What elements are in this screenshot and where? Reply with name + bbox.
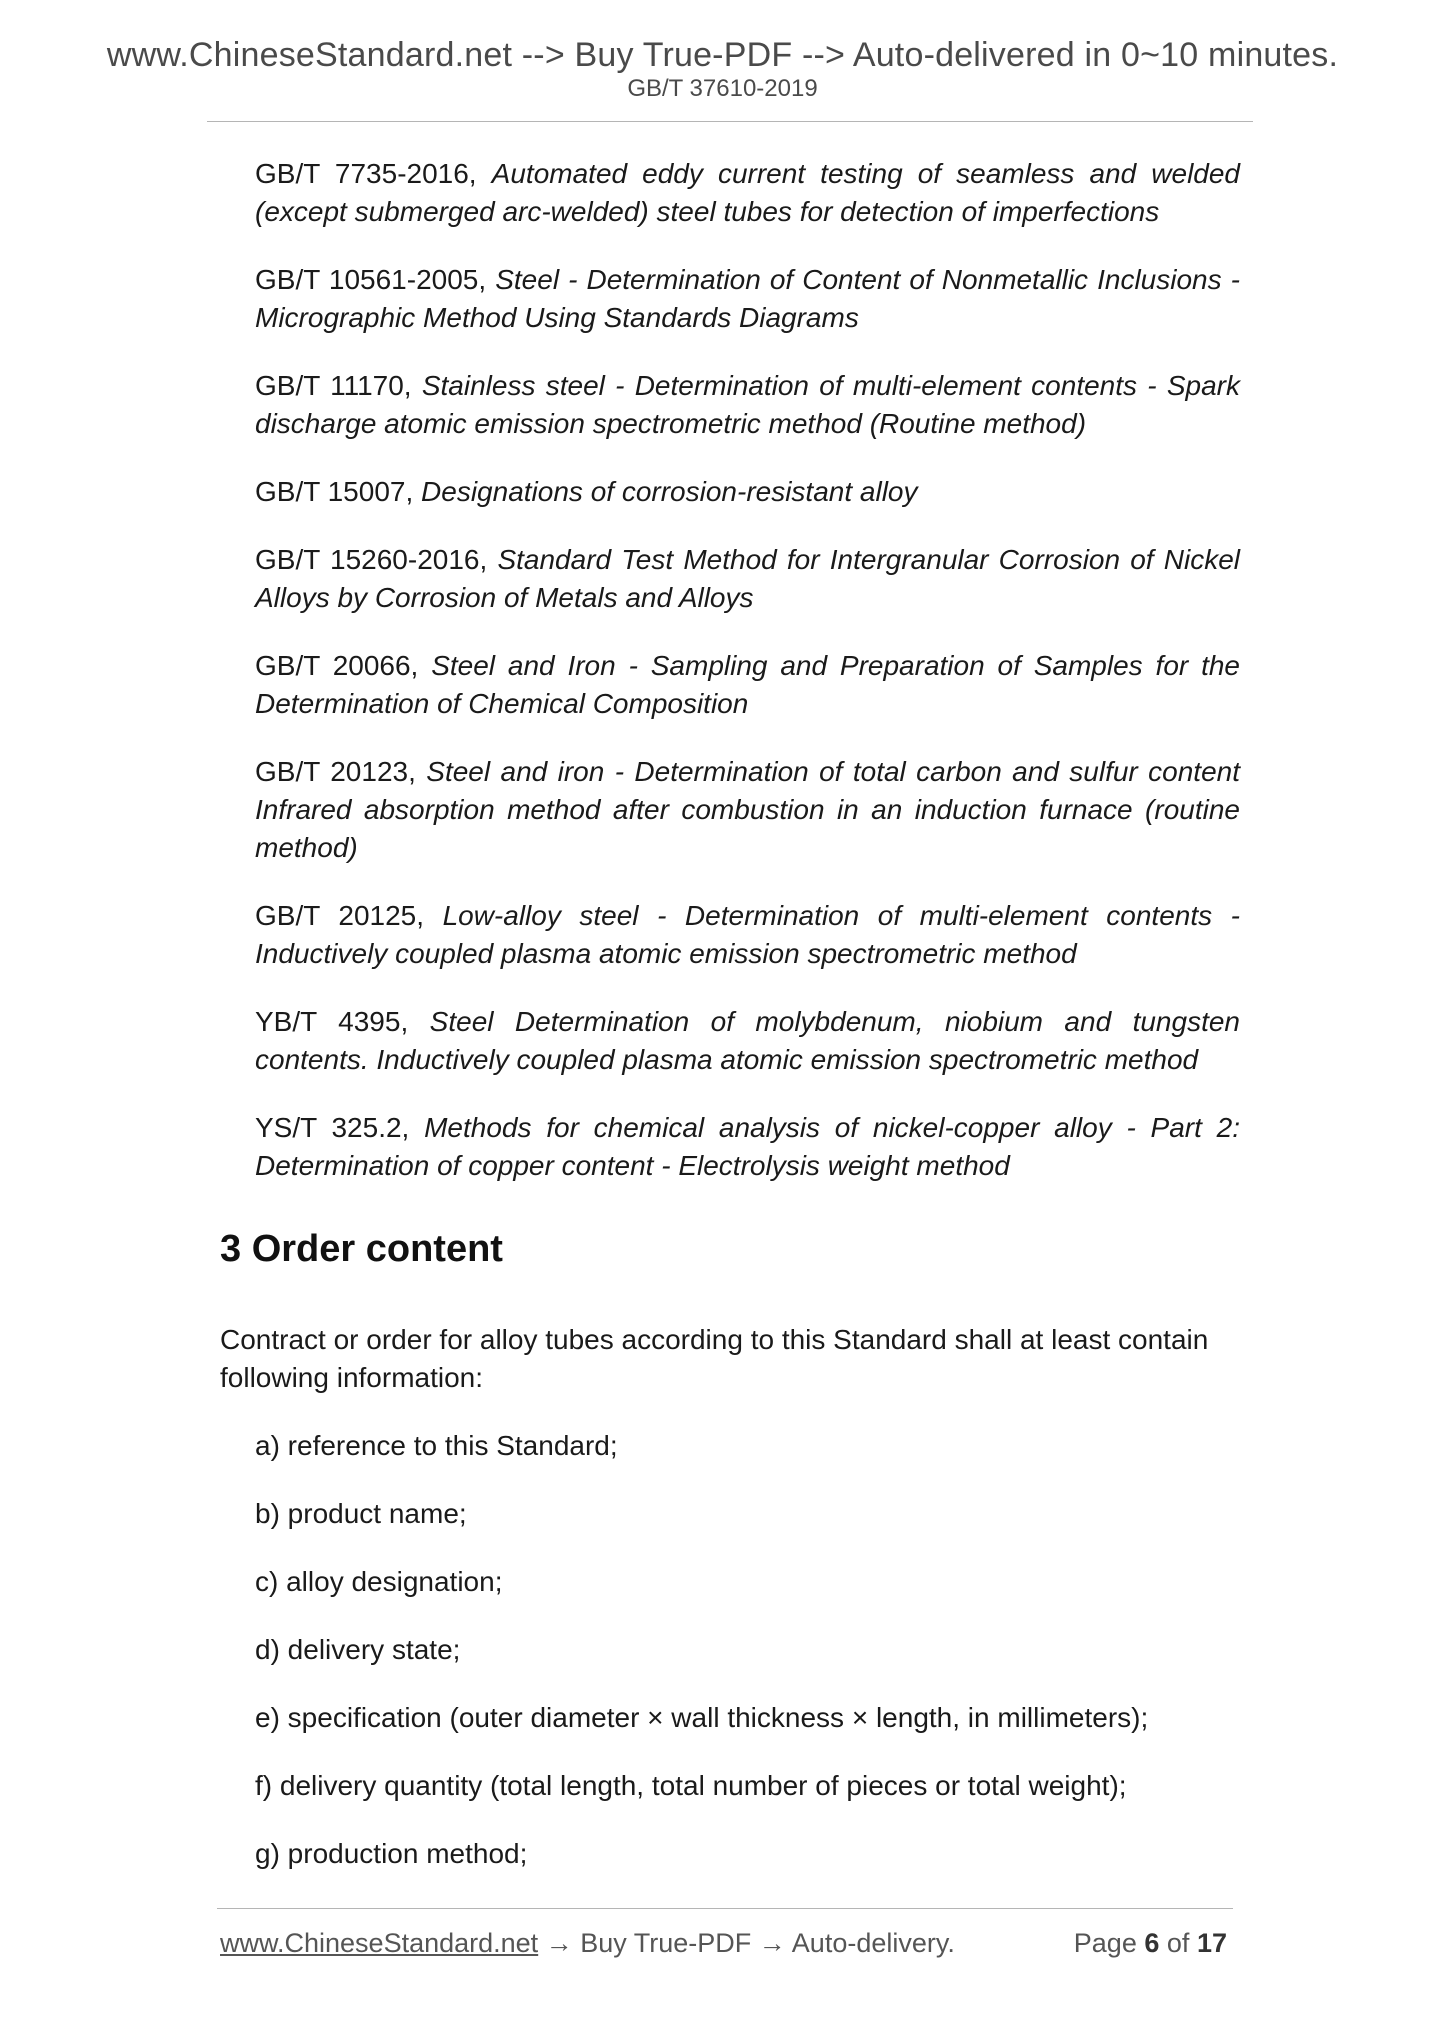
reference-item: [255, 1003, 1240, 1079]
reference-code: GB/T 15260-2016,: [255, 544, 488, 575]
reference-code: YS/T 325.2,: [255, 1112, 410, 1143]
reference-title: Stainless steel - Determination of multi-element contents - Spark discharge atomic emission spectrometric method (Routine method): [255, 370, 1240, 439]
normative-references-list: [255, 155, 1240, 1215]
top-banner[interactable]: www.ChineseStandard.net --> Buy True-PDF --> Auto-delivered in 0~10 minutes.: [106, 36, 1339, 74]
section-heading: 3 Order content: [220, 1228, 503, 1270]
reference-item: [255, 647, 1240, 723]
list-item: g) production method;: [255, 1838, 528, 1869]
reference-code: YB/T 4395,: [255, 1006, 409, 1037]
footer-delivery-text: Auto-delivery.: [791, 1928, 955, 1958]
list-item: d) delivery state;: [255, 1634, 461, 1665]
footer-site-link[interactable]: www.ChineseStandard.net: [220, 1928, 539, 1958]
page-label: Page: [1073, 1928, 1137, 1958]
list-item: f) delivery quantity (total length, total number of pieces or total weight);: [255, 1770, 1127, 1801]
footer-divider: [217, 1908, 1233, 1909]
reference-code: GB/T 15007,: [255, 476, 414, 507]
reference-title: Steel and Iron - Sampling and Preparation of Samples for the Determination of Chemical Composition: [255, 650, 1240, 719]
reference-code: GB/T 11170,: [255, 370, 412, 401]
footer-buy-text: Buy True-PDF: [580, 1928, 752, 1958]
arrow-right-icon: →: [758, 1928, 786, 1958]
arrow-right-icon: →: [545, 1928, 573, 1958]
reference-code: GB/T 20066,: [255, 650, 419, 681]
reference-code: GB/T 10561-2005,: [255, 264, 487, 295]
list-item: e) specification (outer diameter × wall thickness × length, in millimeters);: [255, 1702, 1149, 1733]
reference-code: GB/T 20123,: [255, 756, 416, 787]
reference-title: Designations of corrosion-resistant alloy: [421, 476, 918, 507]
reference-item: [255, 261, 1240, 337]
section-intro: Contract or order for alloy tubes according to this Standard shall at least contain following information:: [220, 1324, 1209, 1393]
page-indicator: [1074, 1928, 1227, 1959]
page-total: 17: [1196, 1928, 1227, 1958]
reference-code: GB/T 7735-2016,: [255, 158, 477, 189]
reference-item: [255, 155, 1240, 231]
reference-code: GB/T 20125,: [255, 900, 425, 931]
reference-title: Low-alloy steel - Determination of multi-element contents - Inductively coupled plasma atomic emission spectrometric method: [255, 900, 1240, 969]
reference-item: [255, 473, 1240, 511]
header-divider: [207, 121, 1253, 122]
page-of-label: of: [1166, 1928, 1190, 1958]
reference-item: [255, 897, 1240, 973]
reference-title: Steel Determination of molybdenum, niobium and tungsten contents. Inductively coupled plasma atomic emission spectrometric method: [255, 1006, 1240, 1075]
document-code: GB/T 37610-2019: [627, 75, 818, 102]
list-item: c) alloy designation;: [255, 1566, 503, 1597]
list-item: a) reference to this Standard;: [255, 1430, 618, 1461]
list-item: b) product name;: [255, 1498, 467, 1529]
reference-title: Standard Test Method for Intergranular Corrosion of Nickel Alloys by Corrosion of Metals and Alloys: [255, 544, 1240, 613]
page-current: 6: [1144, 1928, 1160, 1958]
reference-title: Methods for chemical analysis of nickel-copper alloy - Part 2: Determination of copper content - Electrolysis weight method: [255, 1112, 1240, 1181]
footer-links: [220, 1928, 955, 1959]
reference-item: [255, 367, 1240, 443]
reference-title: Automated eddy current testing of seamless and welded (except submerged arc-welded) steel tubes for detection of imperfections: [255, 158, 1241, 227]
reference-item: [255, 753, 1240, 867]
reference-item: [255, 541, 1240, 617]
order-content-list: [255, 1427, 1148, 1903]
reference-item: [255, 1109, 1240, 1185]
reference-title: Steel - Determination of Content of Nonmetallic Inclusions - Micrographic Method Using Standards Diagrams: [255, 264, 1241, 333]
reference-title: Steel and iron - Determination of total carbon and sulfur content Infrared absorption method after combustion in an induction furnace (routine method): [255, 756, 1240, 863]
